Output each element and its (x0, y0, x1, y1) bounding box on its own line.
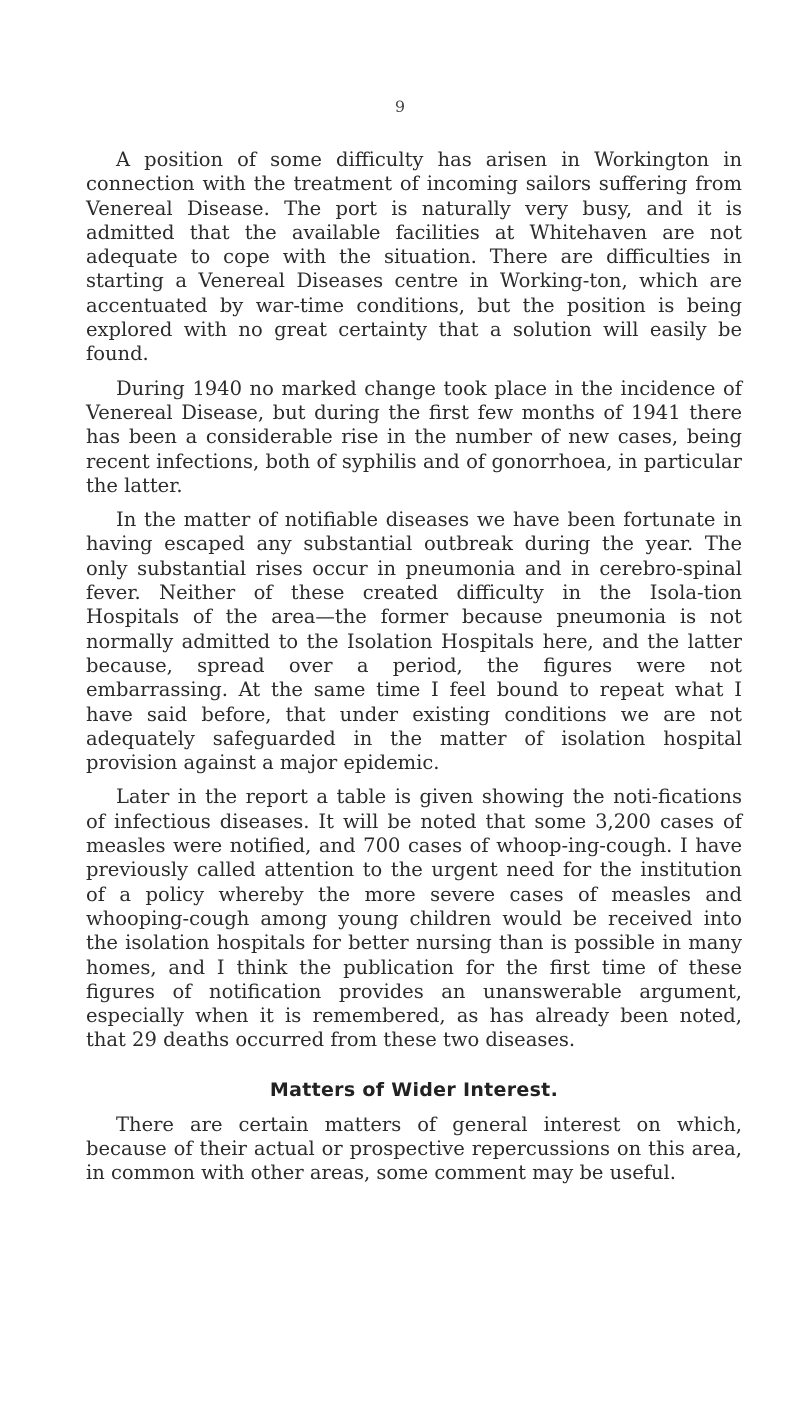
paragraph-incidence-1940: During 1940 no marked change took place in the incidence of Venereal Disease, but during the first few months of 1941 there has been a considerable rise in the number of new cases, being recent infections, both of syphilis and of gonorrhoea, in particular the latter. (86, 376, 742, 497)
paragraph-wider-interest: There are certain matters of general interest on which, because of their actual or prospective repercussions on this area, in common with other areas, some comment may be useful. (86, 1112, 742, 1185)
paragraph-sailors-venereal-disease: A position of some difficulty has arisen in Workington in connection with the treatment of incoming sailors suffering from Venereal Disease. The port is naturally very busy, and it is admitted that the available facilities at Whitehaven are not adequate to cope with the situation. There are difficulties in starting a Venereal Diseases centre in Working-ton, which are accentuated by war-time conditions, but the position is being explored with no great certainty that a solution will easily be found. (86, 148, 742, 366)
page-number: 9 (394, 97, 406, 116)
paragraph-notifiable-diseases: In the matter of notifiable diseases we have been fortunate in having escaped any substantial outbreak during the year. The only substantial rises occur in pneumonia and in cerebro-spinal fever. Neither of these created difficulty in the Isola-tion Hospitals of the area—the former because pneumonia is not normally admitted to the Isolation Hospitals here, and the latter because, spread over a period, the figures were not embarrassing. At the same time I feel bound to repeat what I have said before, that under existing conditions we are not adequately safeguarded in the matter of isolation hospital provision against a major epidemic. (86, 508, 742, 775)
paragraph-measles-whooping-cough: Later in the report a table is given showing the noti-fications of infectious diseases. It will be noted that some 3,200 cases of measles were notified, and 700 cases of whoop-ing-cough. I have previously called attention to the urgent need for the institution of a policy whereby the more severe cases of measles and whooping-cough among young children would be received into the isolation hospitals for better nursing than is possible in many homes, and I think the publication for the first time of these figures of notification provides an unanswerable argument, especially when it is remembered, as has already been noted, that 29 deaths occurred from these two diseases. (86, 785, 742, 1052)
body-text (86, 148, 742, 1186)
section-heading: Matters of Wider Interest. (269, 1078, 559, 1101)
